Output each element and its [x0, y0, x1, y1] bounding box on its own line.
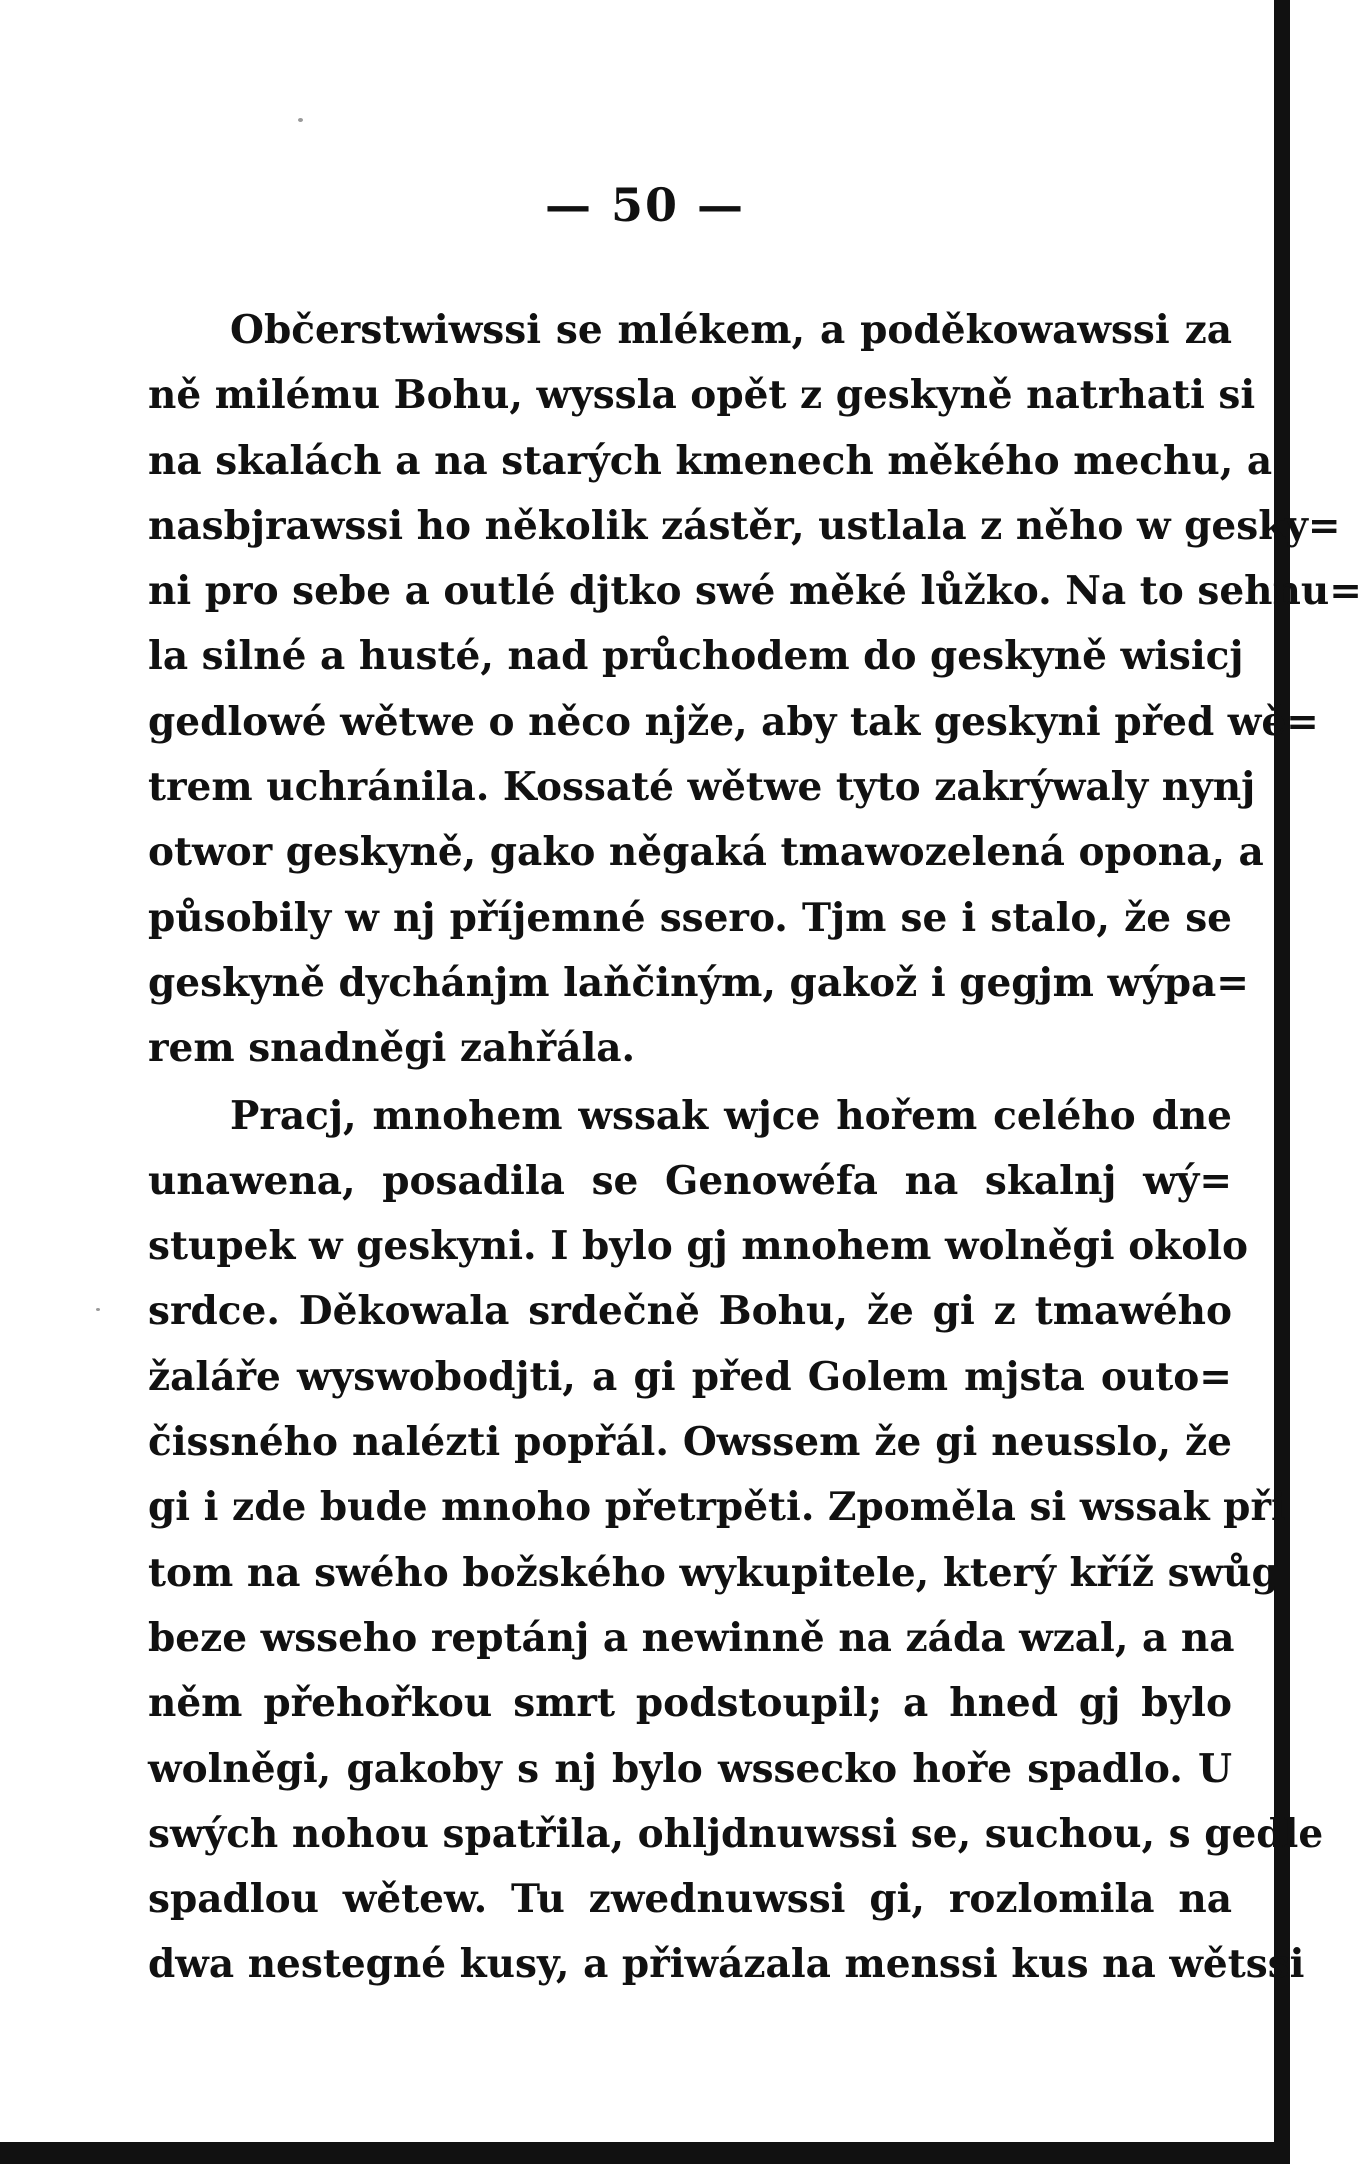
- text-line: ně milému Bohu, wyssla opět z geskyně natrhati si: [148, 372, 1256, 419]
- text-line: gedlowé wětwe o něco njže, aby tak geskyni před wě=: [148, 698, 1319, 745]
- page-body-text: [148, 298, 1362, 1998]
- text-line: ni pro sebe a outlé djtko swé měké lůžko. Na to sehnu=: [148, 568, 1362, 615]
- text-line: stupek w geskyni. I bylo gj mnohem wolněgi okolo: [148, 1223, 1249, 1270]
- text-line: beze wsseho reptánj a newinně na záda wzal, a na: [148, 1614, 1235, 1661]
- scan-speck: [298, 118, 303, 122]
- text-line: unawena, posadila se Genowéfa na skalnj wý=: [148, 1157, 1232, 1204]
- text-line: wolněgi, gakoby s nj bylo wssecko hoře spadlo. U: [148, 1745, 1232, 1792]
- scan-speck: [96, 1308, 100, 1311]
- text-line: na skalách a na starých kmenech měkého mechu, a: [148, 437, 1273, 484]
- text-line: Občerstwiwssi se mlékem, a poděkowawssi za: [230, 307, 1232, 353]
- text-line: geskyně dychánjm laňčiným, gakož i gegjm wýpa=: [148, 959, 1249, 1006]
- text-line: trem uchránila. Kossaté wětwe tyto zakrýwaly nynj: [148, 764, 1256, 811]
- text-line: čissného nalézti popřál. Owssem že gi neusslo, že: [148, 1419, 1232, 1466]
- text-line: působily w nj příjemné ssero. Tjm se i stalo, že se: [148, 894, 1232, 941]
- text-line: dwa nestegné kusy, a přiwázala menssi kus na wětssi: [148, 1941, 1305, 1988]
- paragraph-1: [148, 298, 1362, 1082]
- paragraph-2: [148, 1084, 1324, 1998]
- text-line: rem snadněgi zahřála.: [148, 1025, 636, 1072]
- text-line: žaláře wyswobodjti, a gi před Golem mjsta outo=: [148, 1353, 1232, 1400]
- text-line: tom na swého božského wykupitele, který kříž swůg: [148, 1549, 1279, 1596]
- text-line: swých nohou spatřila, ohljdnuwssi se, suchou, s gedle: [148, 1810, 1324, 1857]
- text-line: něm přehořkou smrt podstoupil; a hned gj bylo: [148, 1680, 1232, 1727]
- text-line: la silné a husté, nad průchodem do geskyně wisicj: [148, 633, 1244, 680]
- text-line: gi i zde bude mnoho přetrpěti. Zpoměla si wssak při: [148, 1484, 1286, 1531]
- text-line: srdce. Děkowala srdečně Bohu, že gi z tmawého: [148, 1288, 1232, 1335]
- text-line: spadlou wětew. Tu zwednuwssi gi, rozlomila na: [148, 1876, 1232, 1923]
- page-number: — 50 —: [544, 178, 746, 232]
- text-line: Pracj, mnohem wssak wjce hořem celého dne: [230, 1092, 1232, 1139]
- text-line: otwor geskyně, gako něgaká tmawozelená opona, a: [148, 829, 1264, 876]
- text-line: nasbjrawssi ho několik zástěr, ustlala z něho w gesky=: [148, 502, 1341, 549]
